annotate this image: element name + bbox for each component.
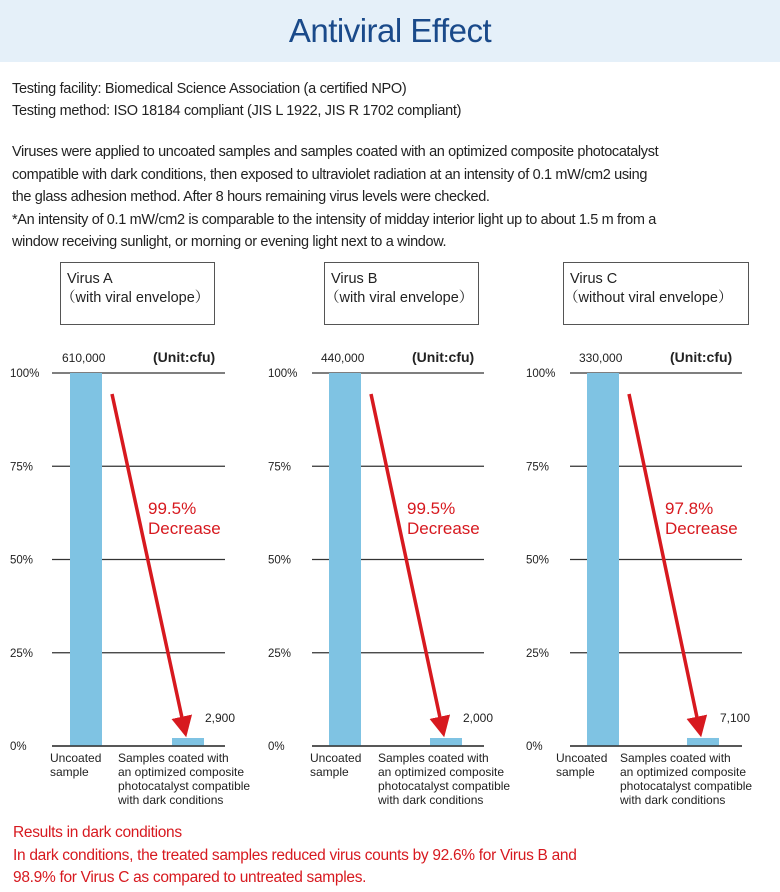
unit-label: (Unit:cfu) [412,349,475,365]
testing-facility: Testing facility: Biomedical Science Association (a certified NPO) [12,81,407,97]
bar [329,373,361,746]
description-note: *An intensity of 0.1 mW/cm2 is comparable to the intensity of midday interior light up to about 1.5 m from a [12,211,657,228]
bar [430,738,462,746]
category-label: Uncoated [50,751,102,765]
decrease-percent: 99.5% [148,499,197,518]
results-line: 98.9% for Virus C as compared to untreated samples. [13,869,367,886]
decrease-percent: 99.5% [407,499,456,518]
y-tick-label: 100% [526,368,556,380]
virus-a-name: Virus A [67,271,113,287]
y-tick-label: 0% [526,741,543,753]
category-label: photocatalyst compatible [620,779,753,793]
decrease-label: Decrease [665,519,738,538]
description-line: the glass adhesion method. After 8 hours remaining virus levels were checked. [12,189,490,205]
category-label: Samples coated with [118,751,229,765]
value-label: 330,000 [579,351,623,365]
decrease-label: Decrease [148,519,221,538]
category-label: with dark conditions [378,793,484,807]
category-label: with dark conditions [118,793,224,807]
bar [70,373,102,746]
value-label: 610,000 [62,351,106,365]
decrease-label: Decrease [407,519,480,538]
bar [587,373,619,746]
value-label: 2,900 [205,711,236,725]
description-note: window receiving sunlight, or morning or evening light next to a window. [12,234,447,250]
category-label: an optimized composite [118,765,245,779]
value-label: 440,000 [321,351,365,365]
y-tick-label: 50% [268,554,292,567]
y-tick-label: 0% [268,741,285,753]
y-tick-label: 100% [268,368,298,380]
unit-label: (Unit:cfu) [670,349,733,365]
y-tick-label: 75% [10,461,34,474]
value-label: 7,100 [720,711,751,725]
decrease-arrow [371,394,442,727]
category-label: an optimized composite [620,765,747,779]
category-label: Uncoated [556,751,608,765]
category-label: Samples coated with [620,751,731,765]
category-label: photocatalyst compatible [378,779,511,793]
category-label: sample [50,765,89,779]
virus-a-type: （with viral envelope） [61,290,210,306]
y-tick-label: 25% [268,647,292,660]
dark-results [13,822,778,890]
category-label: Uncoated [310,751,362,765]
decrease-arrow [112,394,184,727]
y-tick-label: 100% [10,368,40,380]
page-title: Antiviral Effect [288,12,492,49]
y-tick-label: 75% [526,461,550,474]
decrease-arrow [629,394,699,727]
virus-b-name: Virus B [331,271,378,287]
y-tick-label: 50% [10,554,34,567]
category-label: an optimized composite [378,765,505,779]
value-label: 2,000 [463,711,494,725]
testing-method: Testing method: ISO 18184 compliant (JIS L 1922, JIS R 1702 compliant) [12,103,462,119]
category-label: Samples coated with [378,751,489,765]
y-tick-label: 0% [10,741,27,753]
category-label: with dark conditions [620,793,726,807]
description-line: compatible with dark conditions, then exposed to ultraviolet radiation at an intensity of 0.1 mW/cm2 using [12,166,648,183]
y-tick-label: 75% [268,461,292,474]
unit-label: (Unit:cfu) [153,349,216,365]
category-label: photocatalyst compatible [118,779,251,793]
description-line: Viruses were applied to uncoated samples and samples coated with an optimized composite photocatalyst [12,144,659,160]
category-label: sample [310,765,349,779]
bar [172,738,204,746]
results-heading: Results in dark conditions [13,824,182,841]
category-label: sample [556,765,595,779]
bar [687,738,719,746]
virus-b-type: （with viral envelope） [325,290,474,306]
y-tick-label: 25% [526,647,550,660]
y-tick-label: 50% [526,554,550,567]
y-tick-label: 25% [10,647,34,660]
results-line: In dark conditions, the treated samples reduced virus counts by 92.6% for Virus B and [13,846,577,864]
decrease-percent: 97.8% [665,499,714,518]
virus-c-type: （without viral envelope） [564,290,733,306]
virus-c-name: Virus C [570,271,618,287]
